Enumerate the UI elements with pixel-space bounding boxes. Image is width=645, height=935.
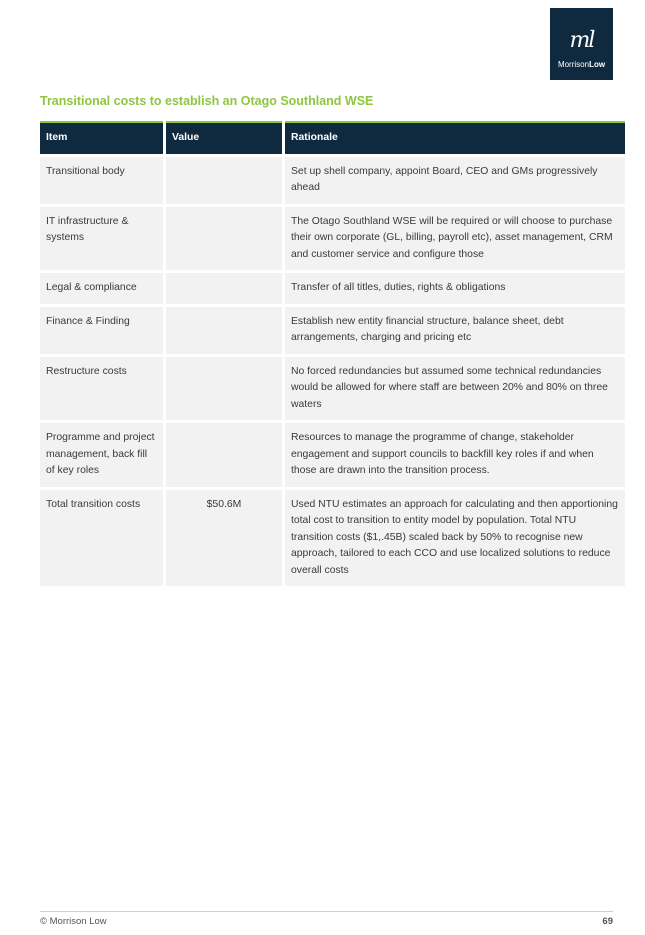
cell-rationale: Set up shell company, appoint Board, CEO and GMs progressively ahead [285,157,625,204]
cell-item: Finance & Finding [40,307,163,354]
footer-copyright: © Morrison Low [40,916,107,927]
table-header-row [40,121,625,154]
cell-rationale: Establish new entity financial structure, balance sheet, debt arrangements, charging and pricing etc [285,307,625,354]
table-row [40,273,625,304]
page-number: 69 [602,916,613,927]
cell-rationale: Resources to manage the programme of change, stakeholder engagement and support councils to backfill key roles if and when those are drawn into the transition process. [285,423,625,487]
table-row [40,357,625,421]
logo-name: MorrisonLow [557,60,606,69]
cell-item: Programme and project management, back fill of key roles [40,423,163,487]
table-row [40,207,625,271]
cell-item: IT infrastructure & systems [40,207,163,271]
cell-item: Legal & compliance [40,273,163,304]
cell-value [166,157,282,204]
cell-value [166,307,282,354]
cell-value [166,207,282,271]
table-row [40,490,625,587]
table-row [40,157,625,204]
header-rationale: Rationale [285,121,625,154]
header-value: Value [166,121,282,154]
footer-divider [40,911,613,912]
cell-value [166,273,282,304]
cell-value: $50.6M [166,490,282,587]
cell-item: Restructure costs [40,357,163,421]
cell-rationale: The Otago Southland WSE will be required or will choose to purchase their own corporate (GL, billing, payroll etc), asset management, CRM and customer service and configure those [285,207,625,271]
cell-rationale: Transfer of all titles, duties, rights & obligations [285,273,625,304]
cell-value [166,357,282,421]
transition-costs-table [37,118,628,589]
cell-value [166,423,282,487]
cell-item: Total transition costs [40,490,163,587]
header-item: Item [40,121,163,154]
logo-mark: ml [569,28,594,53]
cell-item: Transitional body [40,157,163,204]
morrison-low-logo [550,8,613,80]
section-title: Transitional costs to establish an Otago Southland WSE [40,94,374,108]
cell-rationale: No forced redundancies but assumed some technical redundancies would be allowed for where staff are between 20% and 80% on three waters [285,357,625,421]
cell-rationale: Used NTU estimates an approach for calculating and then apportioning total cost to transition to entity model by population. Total NTU transition costs ($1,.45B) scaled back by 50% to recognise new approach, tailored to each CCO and use localized solutions to reduce overall costs [285,490,625,587]
table-row [40,423,625,487]
table-row [40,307,625,354]
